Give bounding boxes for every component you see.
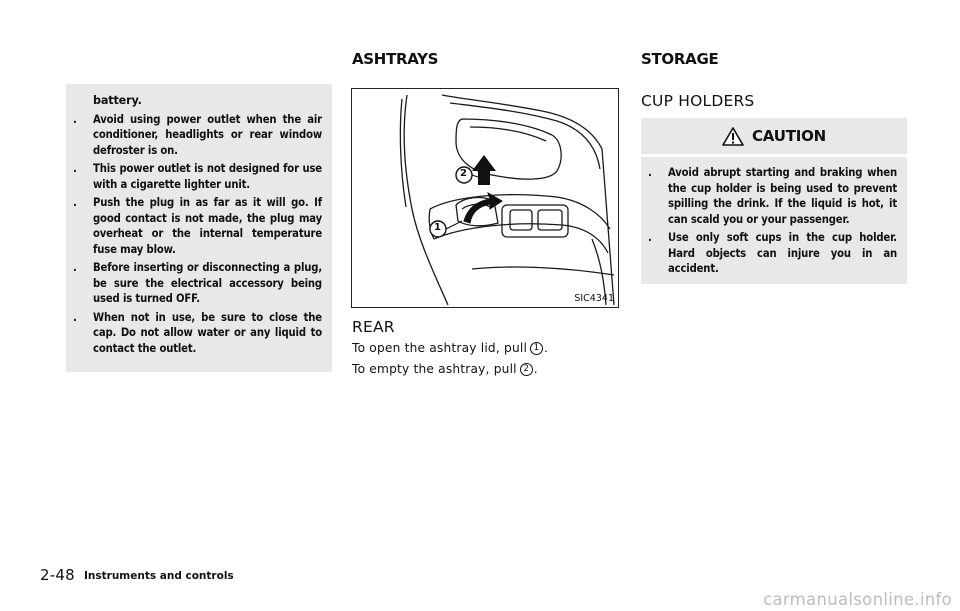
bullet-text: This power outlet is not designed for use with a cigarette lighter unit. [93, 162, 322, 191]
caution-title: CAUTION [751, 127, 827, 145]
ashtrays-heading: ASHTRAYS [352, 50, 439, 68]
watermark: carmanualsonline.info [763, 590, 952, 609]
ashtray-illustration [352, 89, 618, 307]
bullet-text: When not in use, be sure to close the cap. Do not allow water or any liquid to contact the outlet. [93, 310, 322, 355]
caution-bullet-list [641, 165, 897, 277]
power-outlet-notes [66, 93, 322, 359]
section-label: Instruments and controls [84, 570, 234, 582]
open-instruction-end: . [544, 341, 549, 355]
bullet-mark: . [73, 261, 77, 274]
bullet-mark: . [73, 162, 77, 175]
rear-subheading: REAR [352, 318, 395, 336]
power-outlet-bullet-list [66, 112, 322, 357]
list-item [66, 310, 322, 357]
cup-holders-subheading: CUP HOLDERS [641, 92, 755, 110]
bullet-mark: . [648, 231, 652, 244]
empty-instruction-text: To empty the ashtray, pull [352, 362, 517, 376]
figure-code: SIC4341 [574, 293, 614, 304]
list-item [641, 230, 897, 277]
callout-2-label: 2 [460, 168, 467, 179]
caution-header [641, 118, 907, 154]
list-item [66, 260, 322, 307]
lift-arrow-2 [472, 155, 496, 185]
ashtray-open-instruction [352, 341, 548, 355]
caution-text: Use only soft cups in the cup holder. Hard objects can injure you in an accident. [668, 231, 897, 275]
list-item [641, 165, 897, 227]
empty-instruction-end: . [533, 362, 538, 376]
open-instruction-text: To open the ashtray lid, pull [352, 341, 528, 355]
caution-content [641, 165, 897, 280]
bullet-mark: . [73, 112, 77, 126]
continuation-text: battery. [93, 94, 142, 107]
warning-triangle-icon [722, 127, 744, 146]
storage-heading: STORAGE [641, 50, 719, 68]
list-item [66, 112, 322, 159]
ashtray-figure [351, 88, 619, 308]
ashtray-empty-instruction [352, 362, 538, 376]
ref-1-icon: 1 [530, 342, 543, 355]
bullet-text: Push the plug in as far as it will go. If good contact is not made, the plug may overheat or the internal temperature fuse may blow. [93, 196, 322, 256]
bullet-text: Before inserting or disconnecting a plug, be sure the electrical accessory being used is turned OFF. [93, 261, 322, 305]
callout-1-label: 1 [434, 222, 441, 233]
list-item [66, 161, 322, 192]
bullet-text: Avoid using power outlet when the air conditioner, headlights or rear window defroster is on. [93, 112, 322, 157]
ref-2-icon: 2 [520, 363, 533, 376]
bullet-mark: . [73, 310, 77, 324]
caution-text: Avoid abrupt starting and braking when the cup holder is being used to prevent spilling the drink. If the liquid is hot, it can scald you or your passenger. [668, 166, 897, 226]
page-number: 2-48 [40, 566, 75, 584]
bullet-mark: . [648, 166, 652, 179]
bullet-mark: . [73, 196, 77, 209]
list-item [66, 195, 322, 257]
